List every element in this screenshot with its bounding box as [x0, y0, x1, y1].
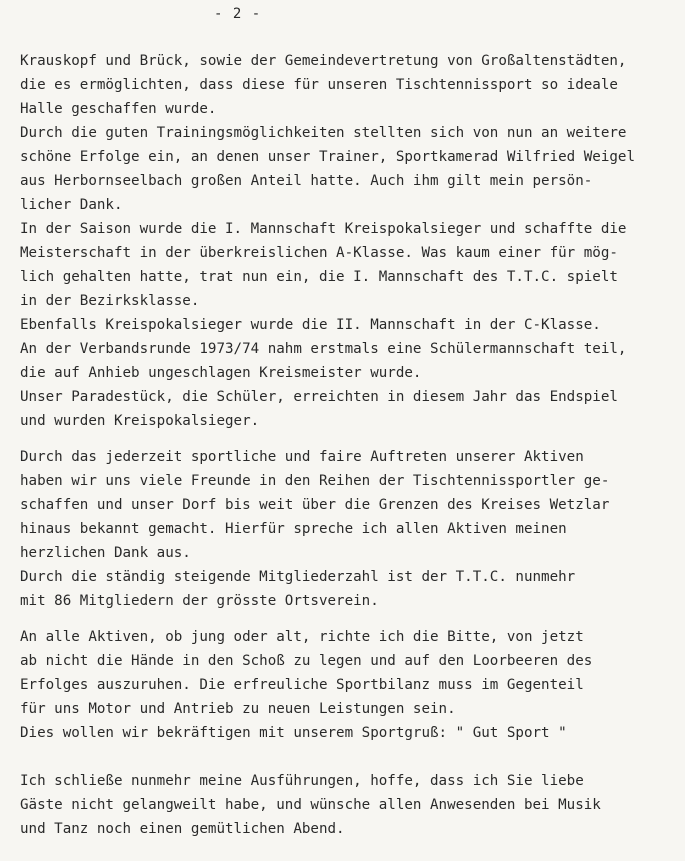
- text-line: mit 86 Mitgliedern der grösste Ortsverein.: [20, 593, 379, 609]
- text-line: Dies wollen wir bekräftigen mit unserem Sportgruß: " Gut Sport ": [20, 725, 567, 741]
- text-line: die auf Anhieb ungeschlagen Kreismeister wurde.: [20, 365, 422, 381]
- text-line: Unser Paradestück, die Schüler, erreichten in diesem Jahr das Endspiel: [20, 389, 618, 405]
- text-line: An alle Aktiven, ob jung oder alt, richte ich die Bitte, von jetzt: [20, 629, 584, 645]
- text-line: in der Bezirksklasse.: [20, 293, 200, 309]
- text-line: herzlichen Dank aus.: [20, 545, 191, 561]
- text-line: und wurden Kreispokalsieger.: [20, 413, 260, 429]
- text-line: hinaus bekannt gemacht. Hierfür spreche ich allen Aktiven meinen: [20, 521, 567, 537]
- text-line: licher Dank.: [20, 197, 123, 213]
- text-line: und Tanz noch einen gemütlichen Abend.: [20, 821, 345, 837]
- text-line: Ebenfalls Kreispokalsieger wurde die II. Mannschaft in der C-Klasse.: [20, 317, 601, 333]
- text-line: In der Saison wurde die I. Mannschaft Kreispokalsieger und schaffte die: [20, 221, 627, 237]
- text-line: lich gehalten hatte, trat nun ein, die I. Mannschaft des T.T.C. spielt: [20, 269, 618, 285]
- text-line: schöne Erfolge ein, an denen unser Trainer, Sportkamerad Wilfried Weigel: [20, 149, 635, 165]
- text-line: Krauskopf und Brück, sowie der Gemeindevertretung von Großaltenstädten,: [20, 53, 627, 69]
- text-line: Erfolges auszuruhen. Die erfreuliche Sportbilanz muss im Gegenteil: [20, 677, 584, 693]
- text-line: Durch die ständig steigende Mitgliederzahl ist der T.T.C. nunmehr: [20, 569, 576, 585]
- text-line: Durch die guten Trainingsmöglichkeiten stellten sich von nun an weitere: [20, 125, 627, 141]
- text-line: ab nicht die Hände in den Schoß zu legen und auf den Loorbeeren des: [20, 653, 593, 669]
- text-line: Gäste nicht gelangweilt habe, und wünsche allen Anwesenden bei Musik: [20, 797, 601, 813]
- text-line: für uns Motor und Antrieb zu neuen Leistungen sein.: [20, 701, 456, 717]
- text-line: Durch das jederzeit sportliche und faire Auftreten unserer Aktiven: [20, 449, 584, 465]
- text-line: schaffen und unser Dorf bis weit über die Grenzen des Kreises Wetzlar: [20, 497, 610, 513]
- text-line: aus Herbornseelbach großen Anteil hatte. Auch ihm gilt mein persön-: [20, 173, 593, 189]
- text-line: Ich schließe nunmehr meine Ausführungen, hoffe, dass ich Sie liebe: [20, 773, 584, 789]
- text-line: haben wir uns viele Freunde in den Reihen der Tischtennissportler ge-: [20, 473, 610, 489]
- text-line: Meisterschaft in der überkreislichen A-Klasse. Was kaum einer für mög-: [20, 245, 618, 261]
- text-line: Halle geschaffen wurde.: [20, 101, 217, 117]
- text-line: An der Verbandsrunde 1973/74 nahm erstmals eine Schülermannschaft teil,: [20, 341, 627, 357]
- text-line: die es ermöglichten, dass diese für unseren Tischtennissport so ideale: [20, 77, 618, 93]
- page-number: - 2 -: [214, 6, 262, 22]
